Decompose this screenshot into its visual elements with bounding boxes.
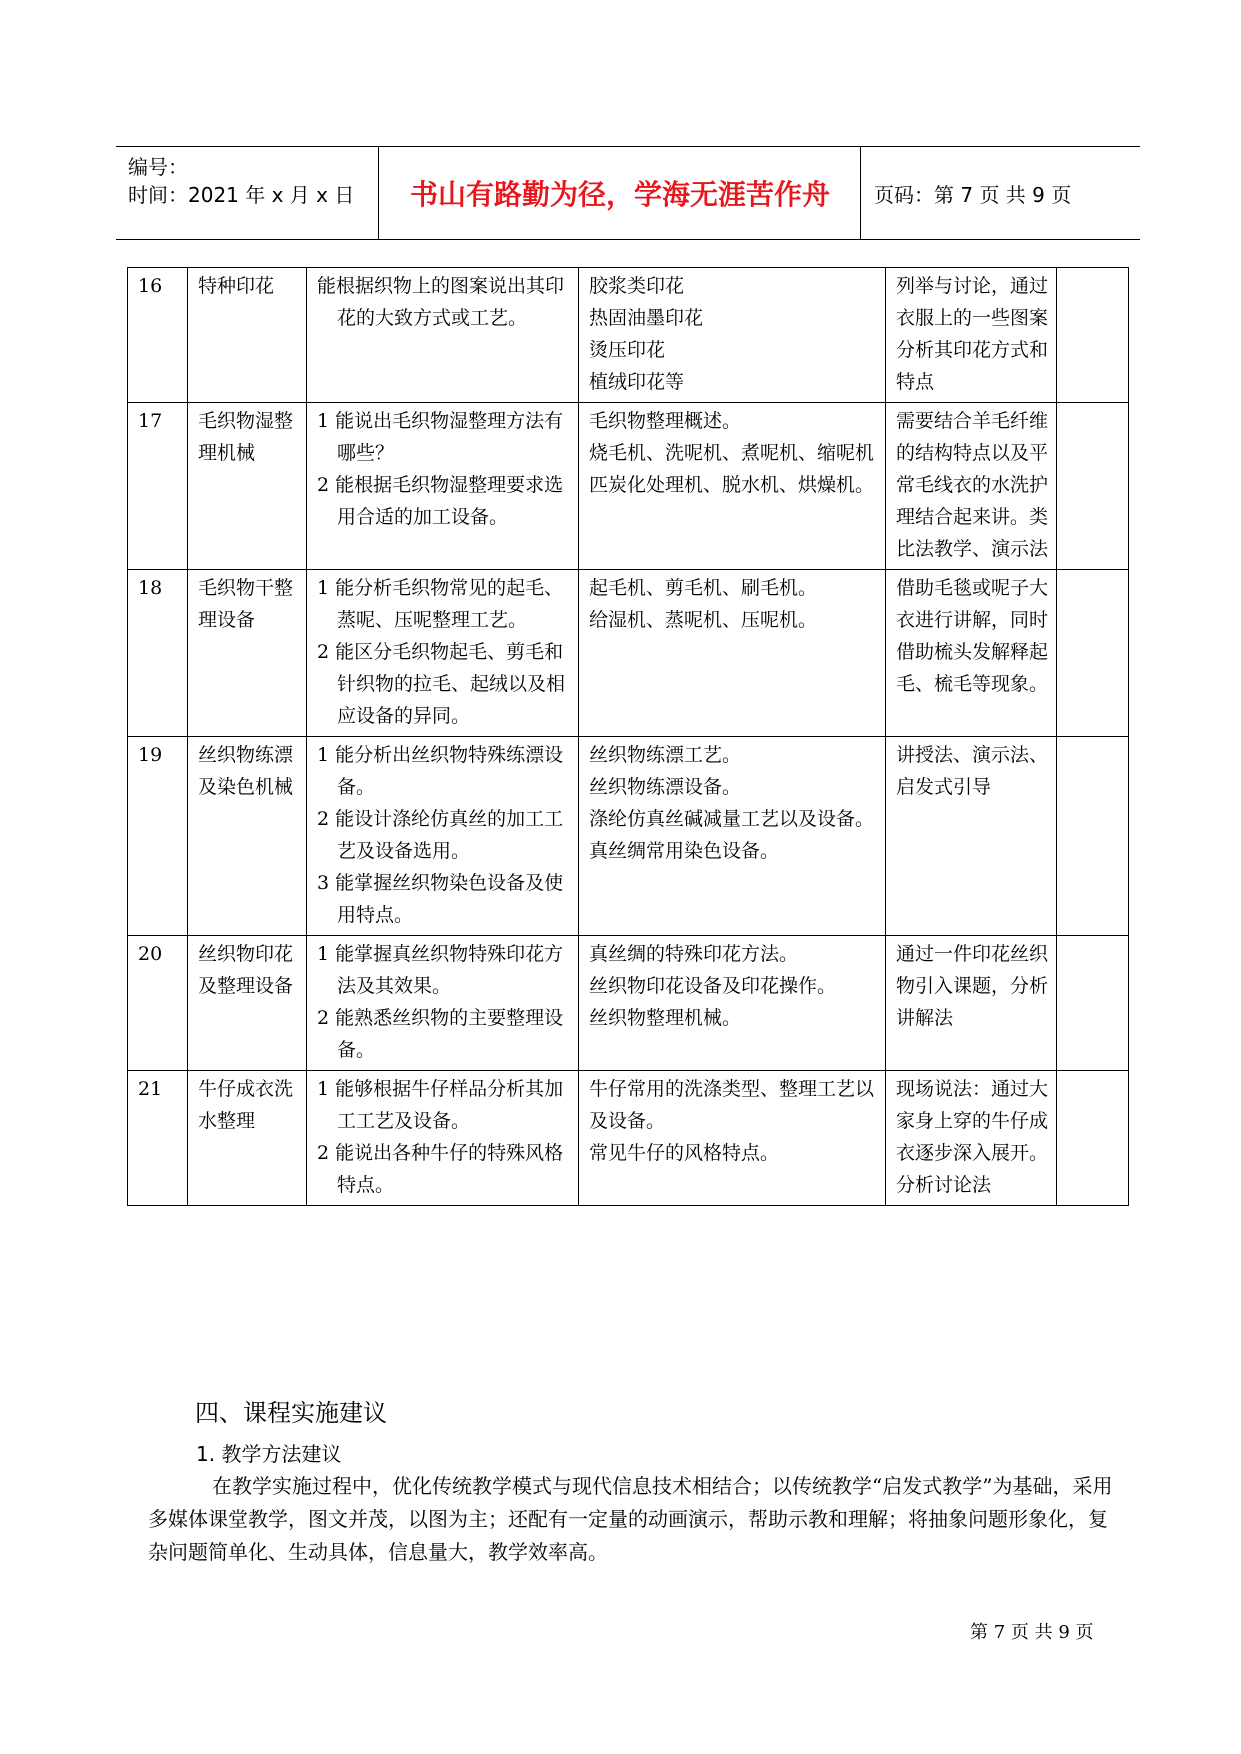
goal-item: 2 能根据毛织物湿整理要求选用合适的加工设备。 xyxy=(317,474,564,528)
content-item: 常见牛仔的风格特点。 xyxy=(589,1142,780,1164)
row-goals-cell xyxy=(307,936,579,1071)
section-paragraph: 在教学实施过程中，优化传统教学模式与现代信息技术相结合；以传统教学“启发式教学”为基础，采用多媒体课堂教学，图文并茂，以图为主；还配有一定量的动画演示，帮助示教和理解；将抽象问题形象化，复杂问题简单化、生动具体，信息量大，教学效率高。 xyxy=(148,1474,1113,1564)
table-row xyxy=(128,570,1129,737)
row-topic-cell: 毛织物湿整理机械 xyxy=(188,403,307,570)
goal-item: 1 能分析毛织物常见的起毛、蒸呢、压呢整理工艺。 xyxy=(317,577,564,631)
row-content-cell xyxy=(579,570,886,737)
header-meta xyxy=(128,153,354,209)
row-method-cell: 借助毛毯或呢子大衣进行讲解，同时借助梳头发解释起毛、梳毛等现象。 xyxy=(886,570,1057,737)
content-item: 毛织物整理概述。 xyxy=(589,410,742,432)
row-topic-cell: 毛织物干整理设备 xyxy=(188,570,307,737)
goal-item: 能根据织物上的图案说出其印花的大致方式或工艺。 xyxy=(317,275,565,329)
content-item: 烫压印花 xyxy=(589,339,666,361)
goal-item: 1 能分析出丝织物特殊练漂设备。 xyxy=(317,744,564,798)
row-content-cell xyxy=(579,737,886,936)
goal-item: 2 能区分毛织物起毛、剪毛和针织物的拉毛、起绒以及相应设备的异同。 xyxy=(317,641,566,727)
goal-item: 2 能说出各种牛仔的特殊风格特点。 xyxy=(317,1142,564,1196)
row-goals-cell xyxy=(307,570,579,737)
table-row xyxy=(128,268,1129,403)
row-method-cell: 需要结合羊毛纤维的结构特点以及平常毛线衣的水洗护理结合起来讲。类比法教学、演示法 xyxy=(886,403,1057,570)
content-item: 丝织物印花设备及印花操作。 xyxy=(589,975,837,997)
content-item: 烧毛机、洗呢机、煮呢机、缩呢机匹炭化处理机、脱水机、烘燥机。 xyxy=(589,442,875,496)
goal-item: 3 能掌握丝织物染色设备及使用特点。 xyxy=(317,872,564,926)
row-extra-cell xyxy=(1057,570,1129,737)
row-extra-cell xyxy=(1057,268,1129,403)
header-time-label: 时间：2021 年 x 月 x 日 xyxy=(128,183,355,207)
goal-item: 1 能够根据牛仔样品分析其加工工艺及设备。 xyxy=(317,1078,564,1132)
row-topic-cell: 牛仔成衣洗水整理 xyxy=(188,1071,307,1206)
content-item: 起毛机、剪毛机、刷毛机。 xyxy=(589,577,818,599)
row-goals-cell xyxy=(307,403,579,570)
row-method-cell: 通过一件印花丝织物引入课题，分析讲解法 xyxy=(886,936,1057,1071)
row-extra-cell xyxy=(1057,936,1129,1071)
table-row xyxy=(128,737,1129,936)
goal-item: 2 能设计涤纶仿真丝的加工工艺及设备选用。 xyxy=(317,808,564,862)
row-topic-cell: 丝织物印花及整理设备 xyxy=(188,936,307,1071)
row-content-cell xyxy=(579,403,886,570)
row-number-cell: 19 xyxy=(128,737,188,936)
content-item: 真丝绸常用染色设备。 xyxy=(589,840,780,862)
content-item: 涤纶仿真丝碱减量工艺以及设备。 xyxy=(589,808,875,830)
table-row xyxy=(128,1071,1129,1206)
row-content-cell xyxy=(579,268,886,403)
content-item: 真丝绸的特殊印花方法。 xyxy=(589,943,799,965)
content-item: 植绒印花等 xyxy=(589,371,685,393)
section-subtitle: 1. 教学方法建议 xyxy=(196,1442,342,1466)
content-item: 丝织物练漂设备。 xyxy=(589,776,742,798)
header-divider xyxy=(860,147,861,239)
goal-item: 1 能掌握真丝织物特殊印花方法及其效果。 xyxy=(317,943,564,997)
row-extra-cell xyxy=(1057,737,1129,936)
content-item: 热固油墨印花 xyxy=(589,307,704,329)
row-number-cell: 16 xyxy=(128,268,188,403)
row-method-cell: 现场说法：通过大家身上穿的牛仔成衣逐步深入展开。分析讨论法 xyxy=(886,1071,1057,1206)
row-goals-cell xyxy=(307,268,579,403)
content-item: 胶浆类印花 xyxy=(589,275,685,297)
table-row xyxy=(128,936,1129,1071)
header-page-info: 页码：第 7 页 共 9 页 xyxy=(874,182,1072,207)
header-number-label: 编号： xyxy=(128,155,188,179)
content-item: 给湿机、蒸呢机、压呢机。 xyxy=(589,609,818,631)
row-content-cell xyxy=(579,1071,886,1206)
section-title: 四、课程实施建议 xyxy=(195,1399,387,1427)
header-motto: 书山有路勤为径，学海无涯苦作舟 xyxy=(409,178,830,211)
row-method-cell: 列举与讨论，通过衣服上的一些图案分析其印花方式和特点 xyxy=(886,268,1057,403)
page-header xyxy=(116,146,1140,240)
row-number-cell: 21 xyxy=(128,1071,188,1206)
curriculum-table-body xyxy=(128,268,1129,1206)
content-item: 丝织物整理机械。 xyxy=(589,1007,742,1029)
row-extra-cell xyxy=(1057,1071,1129,1206)
row-content-cell xyxy=(579,936,886,1071)
content-item: 牛仔常用的洗涤类型、整理工艺以及设备。 xyxy=(589,1078,875,1132)
row-method-cell: 讲授法、演示法、启发式引导 xyxy=(886,737,1057,936)
content-item: 丝织物练漂工艺。 xyxy=(589,744,742,766)
row-topic-cell: 丝织物练漂及染色机械 xyxy=(188,737,307,936)
curriculum-table xyxy=(127,267,1129,1206)
row-number-cell: 18 xyxy=(128,570,188,737)
row-number-cell: 20 xyxy=(128,936,188,1071)
row-topic-cell: 特种印花 xyxy=(188,268,307,403)
table-row xyxy=(128,403,1129,570)
goal-item: 1 能说出毛织物湿整理方法有哪些？ xyxy=(317,410,564,464)
row-goals-cell xyxy=(307,1071,579,1206)
row-goals-cell xyxy=(307,737,579,936)
row-number-cell: 17 xyxy=(128,403,188,570)
page-footer: 第 7 页 共 9 页 xyxy=(970,1622,1094,1643)
row-extra-cell xyxy=(1057,403,1129,570)
header-divider xyxy=(378,147,379,239)
goal-item: 2 能熟悉丝织物的主要整理设备。 xyxy=(317,1007,564,1061)
